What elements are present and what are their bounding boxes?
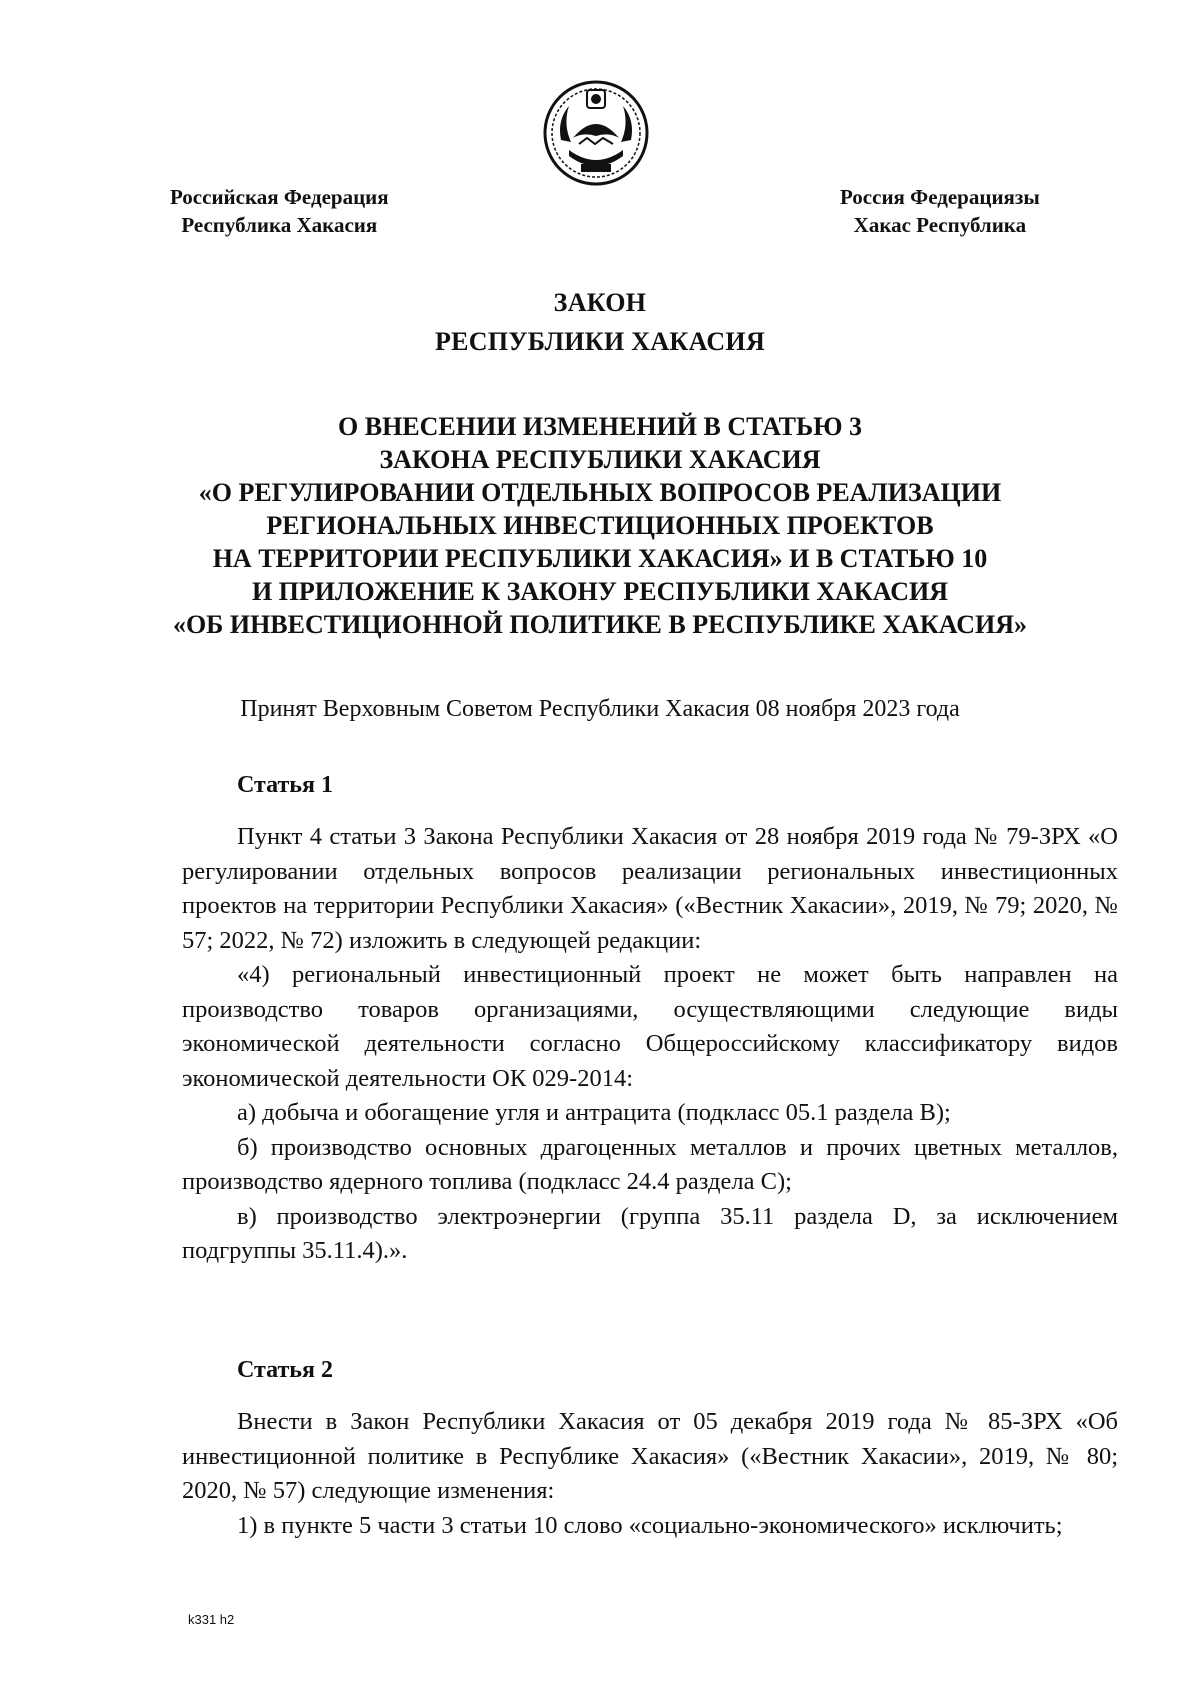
law-subject-line: О ВНЕСЕНИИ ИЗМЕНЕНИЙ В СТАТЬЮ 3 xyxy=(338,412,862,441)
header-left-country: Российская Федерация xyxy=(170,185,389,209)
hakassia-coat-of-arms-icon xyxy=(543,80,649,186)
law-issuer: РЕСПУБЛИКИ ХАКАСИЯ xyxy=(434,327,766,356)
article-2-body xyxy=(182,1405,1118,1543)
article-1-body xyxy=(182,820,1118,1269)
article-2-paragraph: 1) в пункте 5 части 3 статьи 10 слово «социально-экономического» исключить; xyxy=(237,1511,1063,1539)
article-1-paragraph: б) производство основных драгоценных металлов и прочих цветных металлов, производство ядерного топлива (подкласс 24.4 раздела C); xyxy=(182,1133,1118,1195)
article-1-paragraph: в) производство электроэнергии (группа 35.11 раздела D, за исключением подгруппы 35.11.4).». xyxy=(182,1202,1118,1264)
law-subject-line: И ПРИЛОЖЕНИЕ К ЗАКОНУ РЕСПУБЛИКИ ХАКАСИЯ xyxy=(251,577,949,606)
adoption-note: Принят Верховным Советом Республики Хакасия 08 ноября 2023 года xyxy=(240,696,960,722)
law-subject-line: ЗАКОНА РЕСПУБЛИКИ ХАКАСИЯ xyxy=(379,445,821,474)
law-subject-line: «ОБ ИНВЕСТИЦИОННОЙ ПОЛИТИКЕ В РЕСПУБЛИКЕ ХАКАСИЯ» xyxy=(172,610,1028,639)
header-right-country: Россия Федерациязы xyxy=(840,185,1040,209)
law-title xyxy=(0,286,1200,359)
article-1-heading: Статья 1 xyxy=(237,772,333,798)
law-subject xyxy=(0,410,1200,641)
law-subject-line: РЕГИОНАЛЬНЫХ ИНВЕСТИЦИОННЫХ ПРОЕКТОВ xyxy=(266,511,934,540)
article-2-heading: Статья 2 xyxy=(237,1357,333,1383)
document-code: k331 h2 xyxy=(188,1612,235,1627)
law-type: ЗАКОН xyxy=(553,288,647,317)
article-1-paragraph: «4) региональный инвестиционный проект не может быть направлен на производство товаров организациями, осуществляющими следующие виды экономической деятельности согласно Общероссийскому классификатору видов экономической деятельности ОК 029-2014: xyxy=(182,961,1118,1092)
article-2-paragraph: Внести в Закон Республики Хакасия от 05 декабря 2019 года № 85-ЗРХ «Об инвестиционной политике в Республике Хакасия» («Вестник Хакасии», 2019, № 80; 2020, № 57) следующие изменения: xyxy=(182,1408,1118,1504)
article-1-paragraph: а) добыча и обогащение угля и антрацита (подкласс 05.1 раздела B); xyxy=(237,1099,951,1126)
header-left-republic: Республика Хакасия xyxy=(181,213,378,237)
header-right-republic: Хакас Республика xyxy=(853,213,1027,237)
header-right xyxy=(840,183,1040,239)
law-subject-line: НА ТЕРРИТОРИИ РЕСПУБЛИКИ ХАКАСИЯ» И В СТАТЬЮ 10 xyxy=(212,544,988,573)
law-subject-line: «О РЕГУЛИРОВАНИИ ОТДЕЛЬНЫХ ВОПРОСОВ РЕАЛИЗАЦИИ xyxy=(198,478,1002,507)
header-left xyxy=(170,183,389,239)
article-1-paragraph: Пункт 4 статьи 3 Закона Республики Хакасия от 28 ноября 2019 года № 79-ЗРХ «О регулировании отдельных вопросов реализации региональных инвестиционных проектов на территории Республики Хакасия» («Вестник Хакасии», 2019, № 79; 2020, № 57; 2022, № 72) изложить в следующей редакции: xyxy=(182,823,1118,954)
